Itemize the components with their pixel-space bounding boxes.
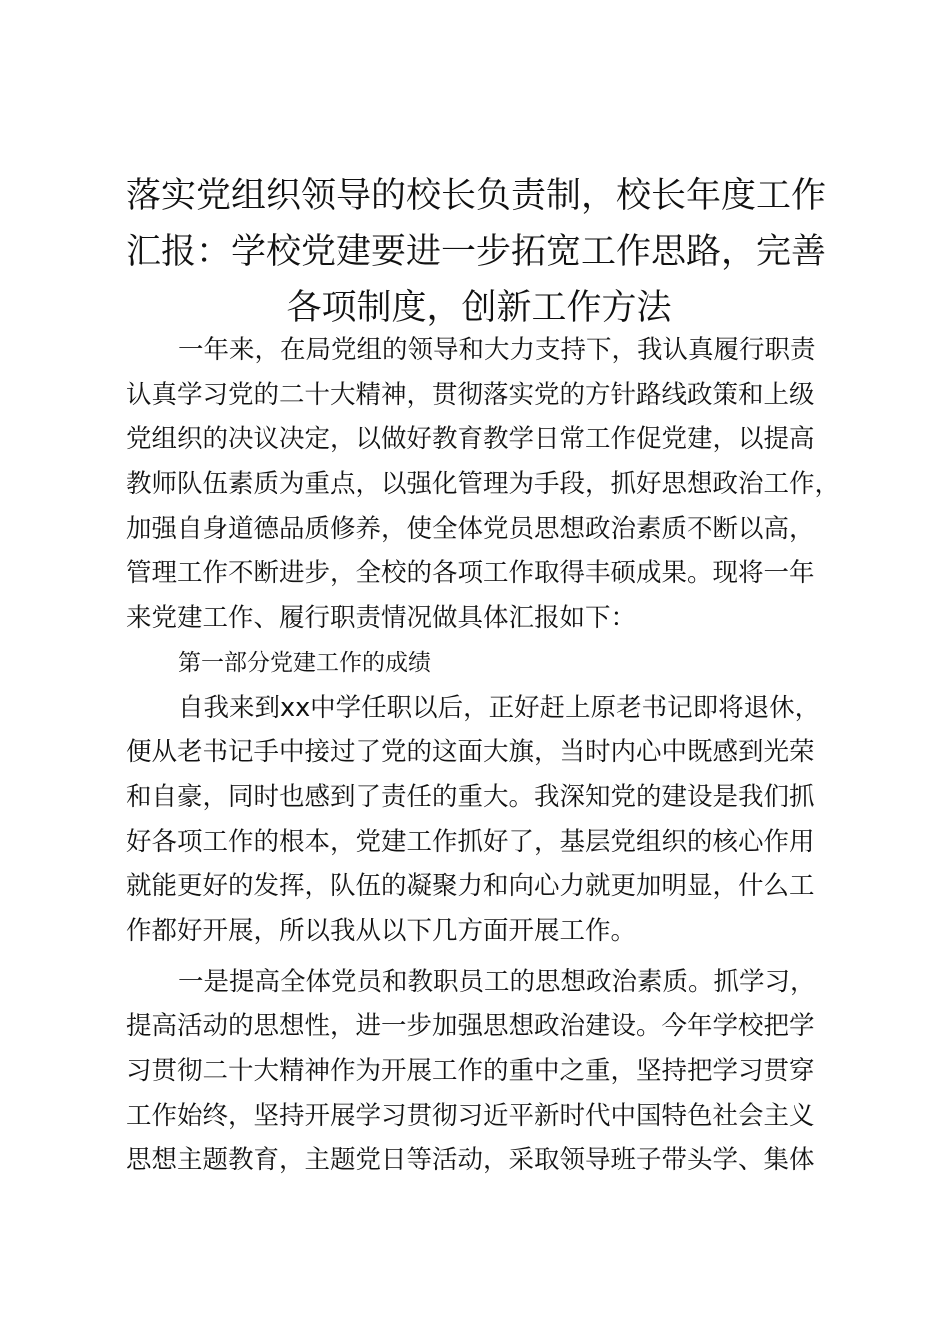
text-line: 管理工作不断进步，全校的各项工作取得丰硕成果。现将一年 <box>126 558 815 589</box>
title-line: 各项制度，创新工作方法 <box>286 288 672 328</box>
text-line: 教师队伍素质为重点，以强化管理为手段，抓好思想政治工作， <box>126 469 841 500</box>
title-line: 落实党组织领导的校长负责制，校长年度工作 <box>126 176 827 216</box>
paragraph-political-quality <box>126 960 832 1183</box>
text-line: 工作始终，坚持开展学习贯彻习近平新时代中国特色社会主义 <box>126 1100 815 1131</box>
text-line: 就能更好的发挥，队伍的凝聚力和向心力就更加明显，什么工 <box>126 871 815 902</box>
text-line: 加强自身道德品质修养，使全体党员思想政治素质不断以高， <box>126 513 815 544</box>
text-line: 党组织的决议决定，以做好教育教学日常工作促党建，以提高 <box>126 424 815 455</box>
text-line: 习贯彻二十大精神作为开展工作的重中之重，坚持把学习贯穿 <box>126 1056 815 1086</box>
text-line: 便从老书记手中接过了党的这面大旗，当时内心中既感到光荣 <box>126 737 815 768</box>
section-heading: 第一部分党建工作的成绩 <box>178 649 431 676</box>
text-line: 好各项工作的根本，党建工作抓好了，基层党组织的核心作用 <box>126 826 815 857</box>
document-title <box>126 168 832 336</box>
text-line: 一是提高全体党员和教职员工的思想政治素质。抓学习， <box>178 966 816 997</box>
text-line: 自我来到xx中学任职以后，正好赶上原老书记即将退休， <box>178 692 821 723</box>
paragraph-achievements <box>126 686 832 954</box>
title-line: 汇报：学校党建要进一步拓宽工作思路，完善 <box>126 232 827 272</box>
text-line: 和自豪，同时也感到了责任的重大。我深知党的建设是我们抓 <box>126 781 815 812</box>
text-line: 一年来，在局党组的领导和大力支持下，我认真履行职责 <box>178 335 816 365</box>
text-line: 思想主题教育，主题党日等活动，采取领导班子带头学、集体 <box>126 1145 815 1176</box>
text-line: 来党建工作、履行职责情况做具体汇报如下： <box>126 603 637 634</box>
text-line: 提高活动的思想性，进一步加强思想政治建设。今年学校把学 <box>126 1011 815 1042</box>
text-line: 认真学习党的二十大精神，贯彻落实党的方针路线政策和上级 <box>126 379 815 410</box>
paragraph-intro <box>126 328 841 641</box>
document-body <box>126 328 841 1183</box>
text-line: 作都好开展，所以我从以下几方面开展工作。 <box>126 915 637 946</box>
